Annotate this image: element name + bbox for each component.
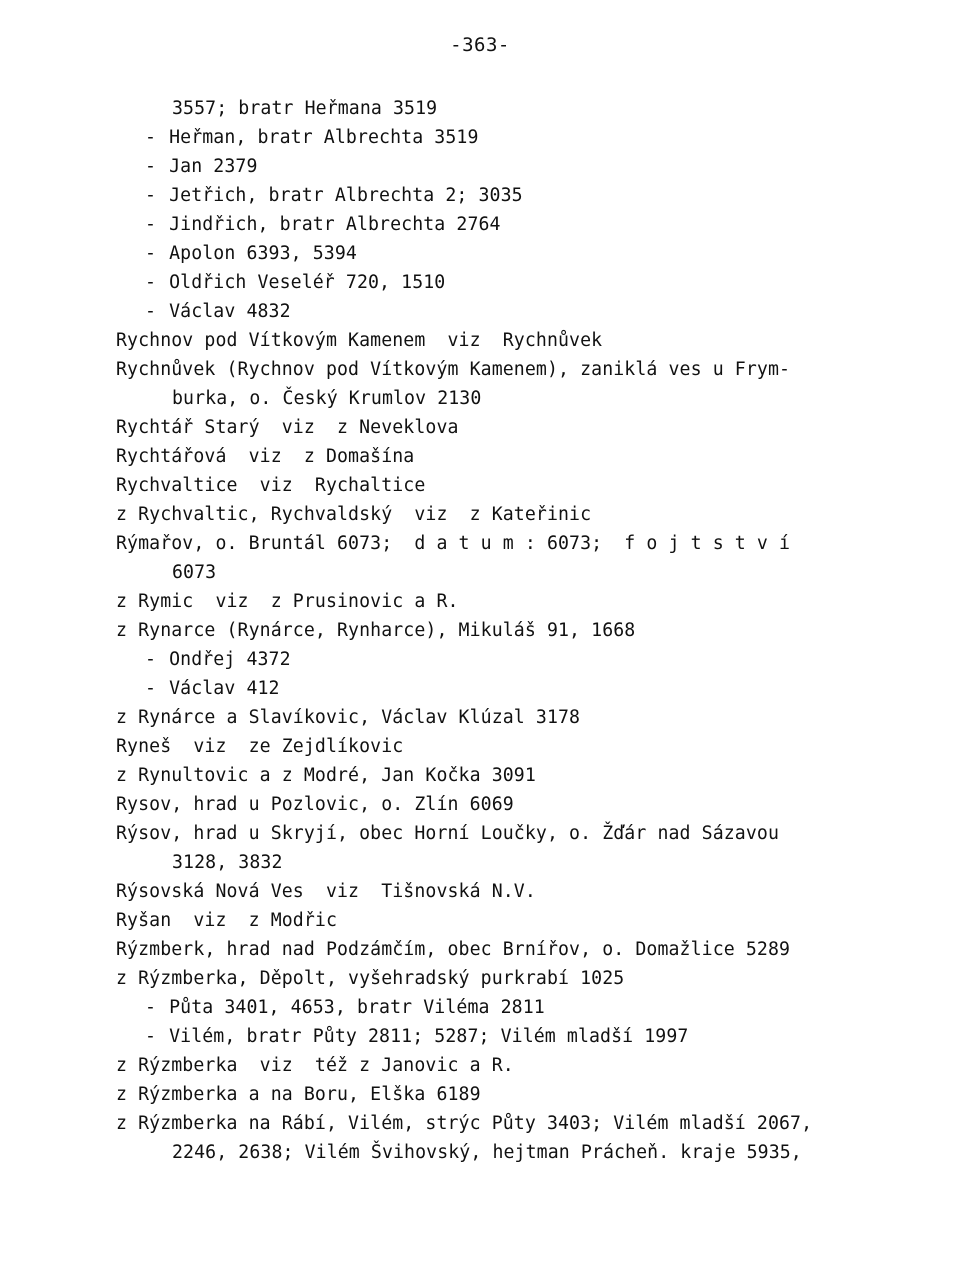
index-continuation: [116, 848, 856, 877]
subentry-dash: -: [145, 678, 168, 699]
entry-text: 3557; bratr Heřmana 3519: [172, 98, 438, 119]
entry-text: Rýmařov, o. Bruntál 6073; d a t u m : 6073; f o j t s t v í: [116, 533, 791, 554]
index-entry: [116, 790, 856, 819]
entry-text: Ryšan viz z Modřic: [116, 910, 337, 931]
index-entry: [116, 906, 856, 935]
entry-text: 6073: [172, 562, 217, 583]
page-number: -363-: [450, 34, 510, 56]
index-entry: [116, 616, 856, 645]
index-entry: [116, 529, 856, 558]
index-entry: [116, 935, 856, 964]
subentry-dash: -: [145, 214, 168, 235]
subentry-dash: -: [145, 185, 168, 206]
index-entry: [116, 587, 856, 616]
index-entry: [116, 732, 856, 761]
index-entry: [116, 413, 856, 442]
subentry-dash: -: [145, 301, 168, 322]
entry-text: Vilém, bratr Půty 2811; 5287; Vilém mladší 1997: [169, 1026, 689, 1047]
entry-text: 3128, 3832: [172, 852, 283, 873]
index-subentry: [116, 210, 856, 239]
entry-text: Václav 412: [169, 678, 280, 699]
subentry-dash: -: [145, 127, 168, 148]
entry-text: Rychnůvek (Rychnov pod Vítkovým Kamenem), zaniklá ves u Frym-: [116, 359, 791, 380]
index-entry: [116, 326, 856, 355]
entry-text: z Rychvaltic, Rychvaldský viz z Kateřinic: [116, 504, 592, 525]
entry-text: Ondřej 4372: [169, 649, 291, 670]
index-subentry: [116, 123, 856, 152]
index-entry: [116, 703, 856, 732]
index-subentry: [116, 1022, 856, 1051]
entry-text: z Rynarce (Rynárce, Rynharce), Mikuláš 91, 1668: [116, 620, 636, 641]
index-continuation: [116, 1138, 856, 1167]
entry-text: z Rýzmberka, Děpolt, vyšehradský purkrabí 1025: [116, 968, 625, 989]
subentry-dash: -: [145, 997, 168, 1018]
subentry-dash: -: [145, 649, 168, 670]
subentry-dash: -: [145, 243, 168, 264]
entry-text: z Rymic viz z Prusinovic a R.: [116, 591, 459, 612]
entry-text: z Rynultovic a z Modré, Jan Kočka 3091: [116, 765, 536, 786]
entry-text: Rychtář Starý viz z Neveklova: [116, 417, 459, 438]
subentry-dash: -: [145, 272, 168, 293]
entry-text: z Rýzmberka na Rábí, Vilém, strýc Půty 3403; Vilém mladší 2067,: [116, 1113, 813, 1134]
index-entry: [116, 1080, 856, 1109]
index-subentry: [116, 674, 856, 703]
entry-text: z Rýzmberka a na Boru, Elška 6189: [116, 1084, 481, 1105]
subentry-dash: -: [145, 1026, 168, 1047]
index-entry: [116, 355, 856, 384]
index-subentry: [116, 152, 856, 181]
entry-text: Rýsov, hrad u Skryjí, obec Horní Loučky, o. Žďár nad Sázavou: [116, 823, 779, 844]
subentry-dash: -: [145, 156, 168, 177]
index-entry: [116, 761, 856, 790]
entry-text: Václav 4832: [169, 301, 291, 322]
index-entry: [116, 1051, 856, 1080]
index-entry: [116, 500, 856, 529]
index-entries: [116, 94, 856, 1167]
index-entry: [116, 442, 856, 471]
entry-text: Jan 2379: [169, 156, 258, 177]
entry-text: 2246, 2638; Vilém Švihovský, hejtman Prácheň. kraje 5935,: [172, 1142, 802, 1163]
index-subentry: [116, 993, 856, 1022]
entry-text: Oldřich Veseléř 720, 1510: [169, 272, 446, 293]
index-entry: [116, 964, 856, 993]
entry-text: Ryneš viz ze Zejdlíkovic: [116, 736, 404, 757]
entry-text: Rychvaltice viz Rychaltice: [116, 475, 426, 496]
index-continuation: [116, 558, 856, 587]
entry-text: Rychnov pod Vítkovým Kamenem viz Rychnůvek: [116, 330, 603, 351]
index-continuation: [116, 384, 856, 413]
entry-text: Jindřich, bratr Albrechta 2764: [169, 214, 501, 235]
entry-text: Heřman, bratr Albrechta 3519: [169, 127, 479, 148]
index-subentry: [116, 239, 856, 268]
entry-text: Rysov, hrad u Pozlovic, o. Zlín 6069: [116, 794, 514, 815]
entry-text: z Rýzmberka viz též z Janovic a R.: [116, 1055, 514, 1076]
index-entry: [116, 877, 856, 906]
index-continuation: [116, 94, 856, 123]
entry-text: Rychtářová viz z Domašína: [116, 446, 415, 467]
index-entry: [116, 1109, 856, 1138]
entry-text: burka, o. Český Krumlov 2130: [172, 388, 482, 409]
entry-text: Rýsovská Nová Ves viz Tišnovská N.V.: [116, 881, 536, 902]
index-entry: [116, 819, 856, 848]
entry-text: z Rynárce a Slavíkovic, Václav Klúzal 3178: [116, 707, 581, 728]
index-subentry: [116, 297, 856, 326]
index-subentry: [116, 645, 856, 674]
entry-text: Půta 3401, 4653, bratr Viléma 2811: [169, 997, 545, 1018]
entry-text: Rýzmberk, hrad nad Podzámčím, obec Brnířov, o. Domažlice 5289: [116, 939, 791, 960]
entry-text: Apolon 6393, 5394: [169, 243, 357, 264]
entry-text: Jetřich, bratr Albrechta 2; 3035: [169, 185, 523, 206]
index-subentry: [116, 181, 856, 210]
index-subentry: [116, 268, 856, 297]
index-entry: [116, 471, 856, 500]
